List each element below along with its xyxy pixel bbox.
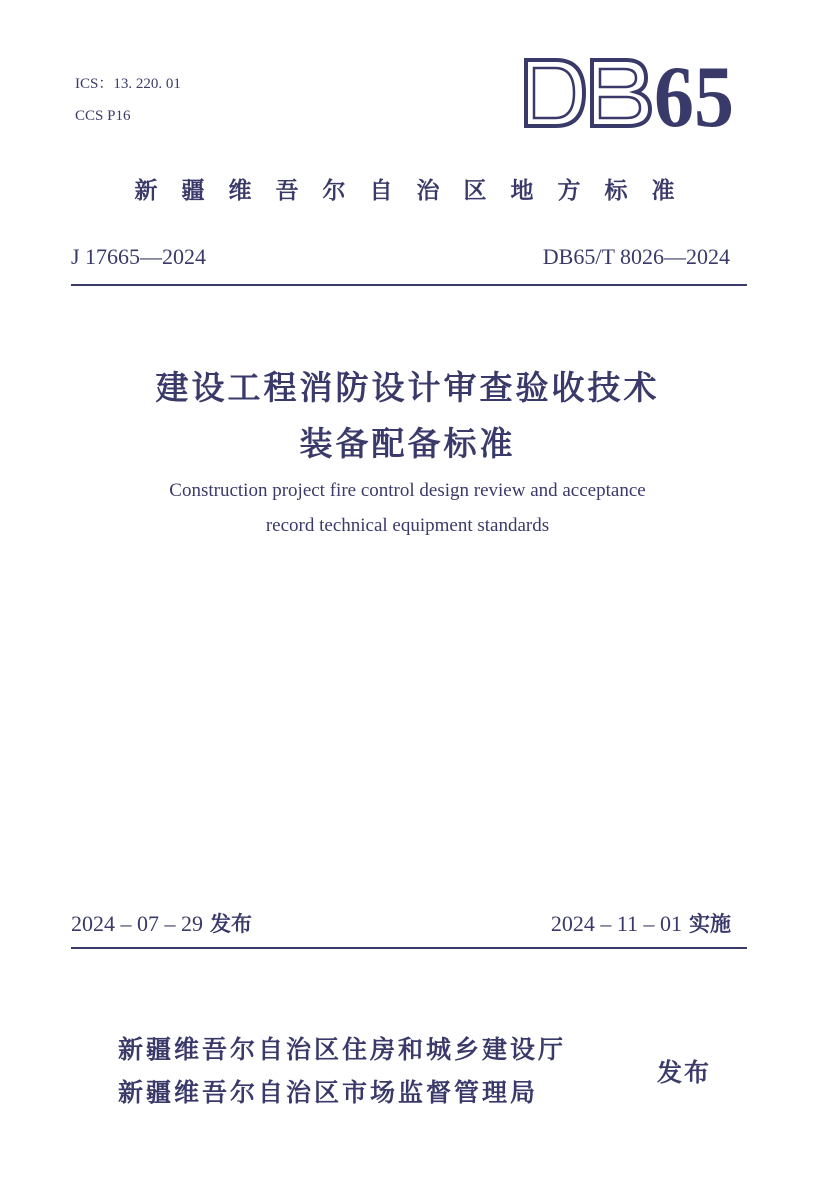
ccs-code: CCS P16	[75, 108, 131, 124]
db65-logo	[522, 54, 734, 132]
title-en-line1: Construction project fire control design review and acceptance	[169, 480, 646, 501]
publisher-line2: 新疆维吾尔自治区市场监督管理局	[118, 1078, 539, 1107]
effective-label: 实施	[689, 912, 731, 936]
publish-label: 发布	[657, 1058, 712, 1087]
effective-date: 2024 – 11 – 01	[550, 911, 682, 936]
issue-date-group	[71, 908, 252, 938]
authority-title: 新疆维吾尔自治区地方标准	[134, 178, 699, 204]
record-number: J 17665—2024	[71, 244, 207, 269]
top-divider	[71, 284, 747, 286]
issue-date: 2024 – 07 – 29	[71, 911, 203, 936]
title-en-line2: record technical equipment standards	[265, 515, 550, 536]
classification-codes	[75, 68, 181, 132]
title-cn-line2: 装备配备标准	[299, 424, 516, 463]
bottom-divider	[71, 947, 747, 949]
standard-number: DB65/T 8026—2024	[542, 244, 730, 269]
publisher-line1: 新疆维吾尔自治区住房和城乡建设厅	[118, 1035, 567, 1064]
svg-text:65: 65	[654, 54, 734, 132]
title-cn-line1: 建设工程消防设计审查验收技术	[155, 368, 660, 407]
ics-code: ICS：13. 220. 01	[75, 76, 181, 92]
issue-label: 发布	[210, 912, 252, 936]
effective-date-group	[551, 908, 731, 938]
